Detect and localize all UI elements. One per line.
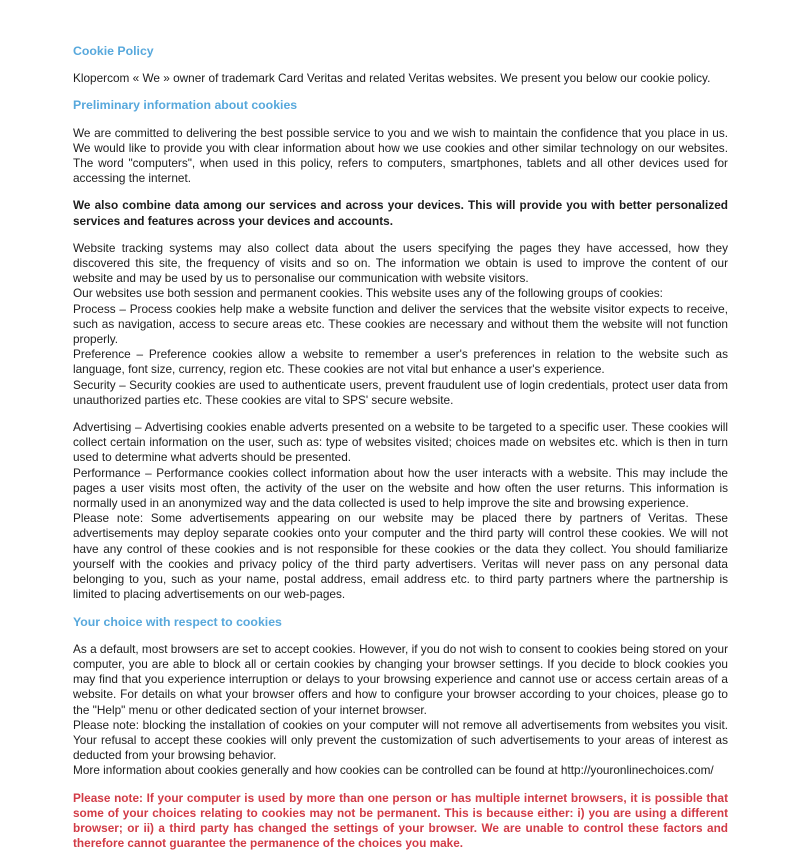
combine-data-paragraph: We also combine data among our services and across your devices. This will provide you with better personalized services and features across your devices and accounts.	[73, 198, 728, 228]
commitment-paragraph: We are committed to delivering the best possible service to you and we wish to maintain the confidence that you place in us. We would like to provide you with clear information about how we use cookies and other similar technology on our websites. The word "computers", when used in this policy, refers to computers, smartphones, tablets and all other devices used for accessing the internet.	[73, 125, 728, 186]
third-party-note-line: Please note: Some advertisements appearing on our website may be placed there by partners of Veritas. These advertisements may deploy separate cookies onto your computer and the third party will control these cookies. We will not have any control of these cookies and is not responsible for these cookies or the data they collect. You should familiarize yourself with the cookies and privacy policy of the third party advertisers. Veritas will never pass on any personal data belonging to you, such as your name, postal address, email address etc. to third party partners where the partnership is limited to placing advertisements on our web-pages.	[73, 511, 728, 602]
blocking-note-line: Please note: blocking the installation of cookies on your computer will not remove all advertisements from websites you visit. Your refusal to accept these cookies will only prevent the customization of such advertisements to your areas of interest as deducted from your browsing behavior.	[73, 717, 728, 763]
advertising-performance-block	[73, 420, 728, 602]
security-cookies-line: Security – Security cookies are used to authenticate users, prevent fraudulent use of login credentials, protect user data from unauthorized parties etc. These cookies are vital to SPS' secure website.	[73, 377, 728, 407]
process-cookies-line: Process – Process cookies help make a website function and deliver the services that the website visitor expects to receive, such as navigation, access to secure areas etc. These cookies are necessary and without them the website will not function properly.	[73, 301, 728, 347]
section-heading-choice: Your choice with respect to cookies	[73, 614, 282, 629]
page-title: Cookie Policy	[73, 44, 154, 58]
multi-user-warning-paragraph: Please note: If your computer is used by more than one person or has multiple internet browsers, it is possible that some of your choices relating to cookies may not be permanent. This is because either: i) you are using a different browser; or ii) a third party has changed the settings of your browser. We are unable to control these factors and therefore cannot guarantee the permanence of the choices you make.	[73, 790, 728, 851]
cookie-groups-intro-line: Our websites use both session and permanent cookies. This website uses any of the following groups of cookies:	[73, 286, 663, 301]
performance-cookies-line: Performance – Performance cookies collect information about how the user interacts with a website. This may include the pages a user visits most often, the activity of the user on the website and how often the user returns. This information is normally used in an anonymized way and the data collected is used to help improve the site and browsing experience.	[73, 465, 728, 511]
more-info-line: More information about cookies generally and how cookies can be controlled can be found at http://youronlinechoices.com/	[73, 763, 714, 778]
intro-paragraph: Klopercom « We » owner of trademark Card Veritas and related Veritas websites. We present you below our cookie policy.	[73, 71, 711, 86]
tracking-paragraph: Website tracking systems may also collect data about the users specifying the pages they have accessed, how they discovered this site, the frequency of visits and so on. The information we obtain is used to improve the content of our website and may be used by us to personalise our communication with website visitors.	[73, 240, 728, 286]
advertising-cookies-line: Advertising – Advertising cookies enable adverts presented on a website to be targeted to a specific user. These cookies will collect certain information on the user, such as: type of websites visited; choices made on websites etc. which is then in turn used to determine what adverts should be presented.	[73, 420, 728, 465]
browser-choice-block	[73, 642, 728, 779]
section-heading-preliminary: Preliminary information about cookies	[73, 98, 298, 113]
preference-cookies-line: Preference – Preference cookies allow a website to remember a user's preferences in relation to the website such as language, font size, currency, region etc. These cookies are not vital but enhance a user's experience.	[73, 347, 728, 377]
browser-settings-line: As a default, most browsers are set to accept cookies. However, if you do not wish to consent to cookies being stored on your computer, you are able to block all or certain cookies by changing your browser settings. If you decide to block cookies you may find that you experience interruption or delays to your browsing experience and cannot use or access certain areas of a website. For details on what your browser offers and how to configure your browser according to your choices, please go to the "Help" menu or other dedicated section of your internet browser.	[73, 641, 728, 717]
cookie-groups-block	[73, 241, 728, 408]
